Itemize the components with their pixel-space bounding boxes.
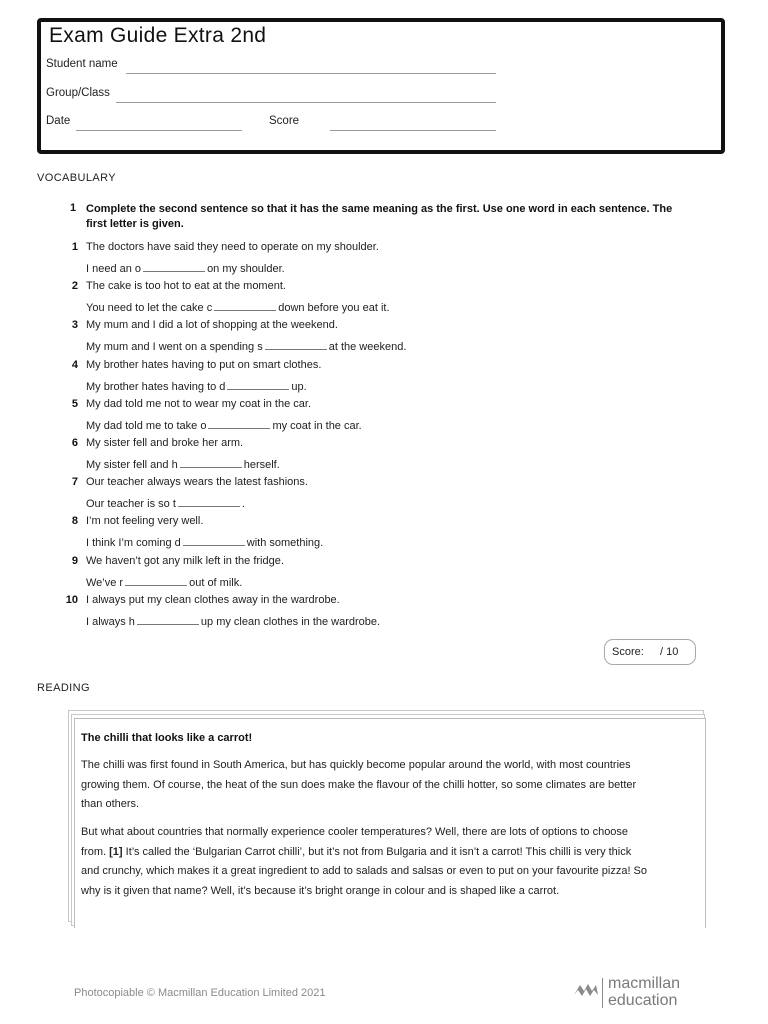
paragraph-line: and crunchy, which makes it a great ingredient to add to salads and salsas or even to put on your favourite pizza! So (81, 865, 648, 877)
group-class-field[interactable] (116, 102, 496, 103)
macmillan-logo (573, 976, 695, 1012)
sentence-start: We’ve r (86, 576, 124, 589)
rewrite-sentence (86, 417, 362, 432)
header-box (37, 18, 725, 154)
original-sentence: I always put my clean clothes away in the wardrobe. (86, 593, 340, 606)
rewrite-sentence (86, 378, 307, 393)
sentence-start: You need to let the cake c (86, 302, 213, 315)
score-header-field[interactable] (330, 130, 496, 131)
item-number: 6 (71, 436, 78, 449)
date-field[interactable] (76, 130, 242, 131)
item-number: 4 (71, 358, 78, 371)
score-header-label: Score (269, 115, 300, 127)
original-sentence: We haven’t got any milk left in the fridge. (86, 554, 284, 567)
item-number: 1 (71, 241, 78, 253)
vocabulary-item (0, 398, 768, 437)
sentence-end: . (241, 498, 245, 511)
original-sentence: The cake is too hot to eat at the moment. (86, 280, 286, 293)
sentence-end: at the weekend. (328, 341, 407, 354)
date-label: Date (46, 115, 71, 127)
sentence-end: up. (291, 380, 307, 393)
sentence-end: with something. (246, 537, 324, 550)
instruction-number: 1 (70, 202, 77, 214)
sentence-end: herself. (243, 458, 280, 471)
sentence-start: My sister fell and h (86, 458, 178, 471)
reading-card (74, 718, 706, 928)
paragraph-line (81, 843, 685, 863)
sentence-start: Our teacher is so t (86, 498, 176, 511)
answer-blank[interactable] (183, 534, 245, 546)
item-number: 8 (71, 515, 78, 528)
student-name-label: Student name (46, 58, 118, 70)
paragraph-line: growing them. Of course, the heat of the sun does make the flavour of the chilli hotter, so some climates are better (81, 778, 637, 791)
vocabulary-item (0, 515, 768, 554)
rewrite-sentence (86, 495, 245, 510)
sentence-end: out of milk. (189, 576, 243, 589)
macmillan-logo-icon (573, 978, 599, 1000)
copyright-text: Photocopiable © Macmillan Education Limited 2021 (74, 987, 326, 999)
sentence-end: my coat in the car. (272, 419, 362, 432)
original-sentence: The doctors have said they need to operate on my shoulder. (86, 241, 379, 253)
original-sentence: My sister fell and broke her arm. (86, 436, 244, 449)
item-number: 9 (71, 554, 78, 567)
rewrite-sentence (86, 260, 285, 275)
sentence-start: My brother hates having to d (86, 380, 226, 393)
sentence-start: I think I’m coming d (86, 537, 181, 550)
score-label: Score: (612, 646, 644, 658)
answer-blank[interactable] (208, 417, 270, 429)
vocabulary-items (0, 241, 768, 633)
answer-blank[interactable] (180, 456, 242, 468)
original-sentence: Our teacher always wears the latest fashions. (86, 476, 308, 489)
answer-blank[interactable] (143, 260, 205, 272)
reading-title: The chilli that looks like a carrot! (81, 732, 253, 744)
answer-blank[interactable] (227, 378, 289, 390)
paragraph-line: But what about countries that normally experience cooler temperatures? Well, there are lots of options to choose (81, 826, 629, 838)
original-sentence: My mum and I did a lot of shopping at the weekend. (86, 319, 338, 332)
logo-text (608, 975, 680, 1009)
paragraph-line: why is it given that name? Well, it’s because it’s bright orange in colour and is shaped like a carrot. (81, 884, 560, 897)
item-number: 7 (71, 476, 78, 489)
item-number: 10 (65, 593, 78, 606)
sentence-start: My dad told me to take o (86, 419, 207, 432)
item-number: 2 (71, 280, 78, 293)
sentence-end: down before you eat it. (278, 302, 390, 315)
vocabulary-item (0, 476, 768, 515)
rewrite-sentence (86, 299, 390, 314)
item-number: 3 (71, 319, 78, 332)
vocabulary-item (0, 437, 768, 476)
vocabulary-item (0, 555, 768, 594)
reading-paragraph-2 (81, 823, 685, 901)
rewrite-sentence (86, 456, 280, 471)
gap-marker: [1] (109, 845, 123, 858)
original-sentence: I’m not feeling very well. (86, 515, 204, 528)
answer-blank[interactable] (265, 338, 327, 350)
paragraph-line: than others. (81, 798, 140, 810)
answer-blank[interactable] (178, 495, 240, 507)
item-number: 5 (71, 397, 78, 410)
student-name-field[interactable] (126, 73, 496, 74)
sentence-start: My mum and I went on a spending s (86, 341, 263, 354)
paragraph-text: It’s called the ‘Bulgarian Carrot chilli’, but it’s not from Bulgaria and it isn’t a carrot! This chilli is very thick (125, 845, 632, 858)
logo-line: macmillan (608, 975, 681, 992)
reading-paragraph-1 (81, 756, 685, 815)
vocabulary-item (0, 359, 768, 398)
rewrite-sentence (86, 613, 380, 628)
sentence-start: I always h (86, 615, 135, 628)
group-class-label: Group/Class (46, 87, 110, 99)
answer-blank[interactable] (214, 299, 276, 311)
instruction-line: Complete the second sentence so that it has the same meaning as the first. Use one word in each sentence. The (86, 203, 673, 215)
vocabulary-item (0, 319, 768, 358)
vocabulary-item (0, 241, 768, 280)
instruction-line: first letter is given. (86, 218, 184, 230)
logo-line: education (608, 992, 678, 1009)
sentence-end: up my clean clothes in the wardrobe. (200, 615, 381, 628)
paragraph-line: The chilli was first found in South America, but has quickly become popular around the world, with most countries (81, 759, 631, 771)
answer-blank[interactable] (137, 613, 199, 625)
original-sentence: My brother hates having to put on smart clothes. (86, 358, 322, 371)
rewrite-sentence (86, 338, 406, 353)
sentence-start: I need an o (86, 263, 142, 275)
document-title: Exam Guide Extra 2nd (49, 24, 267, 47)
vocabulary-section-label: VOCABULARY (37, 172, 116, 184)
logo-divider (602, 978, 603, 1008)
vocabulary-score-box (604, 639, 696, 665)
vocabulary-item (0, 594, 768, 633)
sentence-end: on my shoulder. (207, 263, 285, 275)
reading-section-label: READING (37, 682, 90, 694)
rewrite-sentence (86, 574, 242, 589)
paragraph-text: from. (81, 845, 107, 858)
rewrite-sentence (86, 534, 323, 549)
instruction-text (86, 202, 706, 232)
answer-blank[interactable] (125, 574, 187, 586)
original-sentence: My dad told me not to wear my coat in the car. (86, 397, 311, 410)
score-total: / 10 (660, 646, 679, 658)
vocabulary-item (0, 280, 768, 319)
